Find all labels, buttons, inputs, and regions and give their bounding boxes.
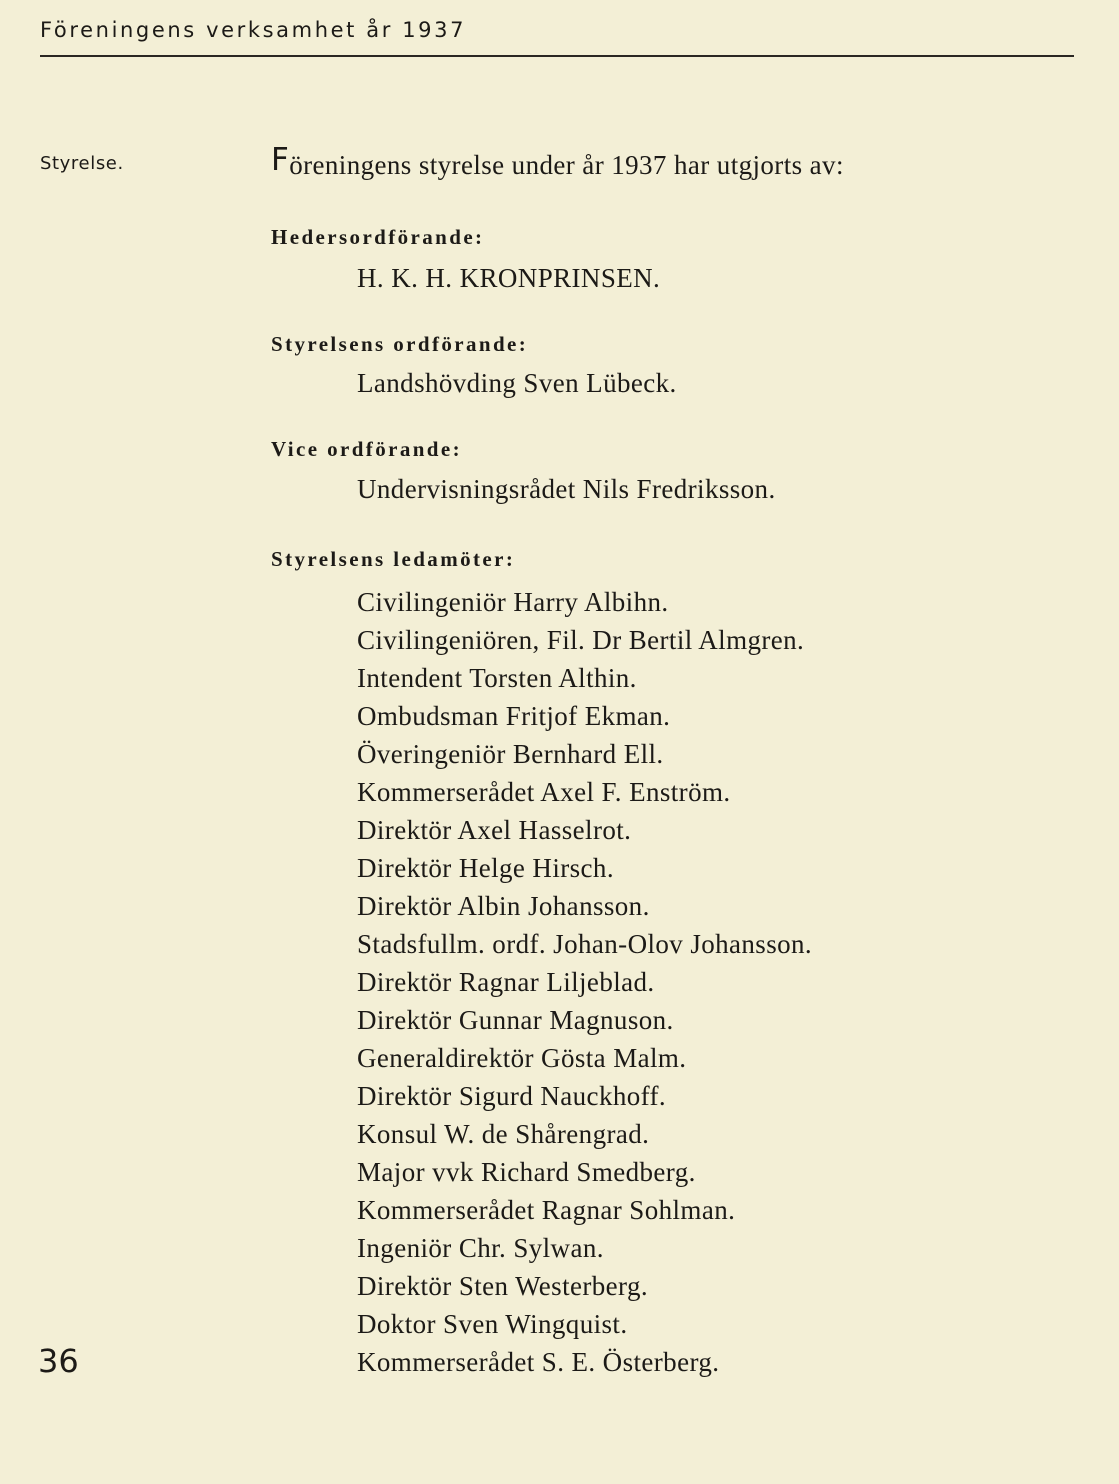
running-head: Föreningens verksamhet år 1937 bbox=[40, 18, 467, 42]
list-item: Kommerserådet Axel F. Enström. bbox=[357, 777, 731, 807]
list-item: Ingeniör Chr. Sylwan. bbox=[357, 1233, 604, 1263]
list-item: Intendent Torsten Althin. bbox=[357, 663, 637, 693]
page-number: 36 bbox=[38, 1342, 79, 1380]
list-item: Generaldirektör Gösta Malm. bbox=[357, 1043, 687, 1073]
board-member-list bbox=[357, 583, 812, 1381]
list-item: Direktör Ragnar Liljeblad. bbox=[357, 967, 655, 997]
header-rule bbox=[40, 55, 1074, 57]
list-item: Ombudsman Fritjof Ekman. bbox=[357, 701, 671, 731]
intro-initial: F bbox=[271, 142, 290, 178]
intro-text: öreningens styrelse under år 1937 har utgjorts av: bbox=[289, 150, 844, 180]
name-chair: Landshövding Sven Lübeck. bbox=[357, 368, 677, 398]
heading-chair: Styrelsens ordförande: bbox=[271, 332, 529, 356]
list-item: Stadsfullm. ordf. Johan-Olov Johansson. bbox=[357, 929, 813, 959]
list-item: Civilingeniören, Fil. Dr Bertil Almgren. bbox=[357, 625, 805, 655]
name-honorary-chair: H. K. H. KRONPRINSEN. bbox=[357, 263, 661, 293]
list-item: Direktör Gunnar Magnuson. bbox=[357, 1005, 674, 1035]
heading-board-members: Styrelsens ledamöter: bbox=[271, 547, 516, 571]
list-item: Överingeniör Bernhard Ell. bbox=[357, 739, 664, 769]
list-item: Direktör Helge Hirsch. bbox=[357, 853, 614, 883]
intro-paragraph bbox=[271, 142, 844, 182]
list-item: Direktör Sigurd Nauckhoff. bbox=[357, 1081, 667, 1111]
name-vice-chair: Undervisningsrådet Nils Fredriksson. bbox=[357, 474, 776, 504]
heading-honorary-chair: Hedersordförande: bbox=[271, 225, 485, 249]
margin-note: Styrelse. bbox=[40, 153, 124, 174]
heading-vice-chair: Vice ordförande: bbox=[271, 437, 462, 461]
list-item: Major vvk Richard Smedberg. bbox=[357, 1157, 696, 1187]
list-item: Doktor Sven Wingquist. bbox=[357, 1309, 628, 1339]
list-item: Direktör Axel Hasselrot. bbox=[357, 815, 632, 845]
list-item: Direktör Sten Westerberg. bbox=[357, 1271, 649, 1301]
list-item: Kommerserådet Ragnar Sohlman. bbox=[357, 1195, 736, 1225]
list-item: Kommerserådet S. E. Österberg. bbox=[357, 1347, 720, 1377]
list-item: Direktör Albin Johansson. bbox=[357, 891, 650, 921]
list-item: Konsul W. de Shårengrad. bbox=[357, 1119, 650, 1149]
list-item: Civilingeniör Harry Albihn. bbox=[357, 587, 669, 617]
